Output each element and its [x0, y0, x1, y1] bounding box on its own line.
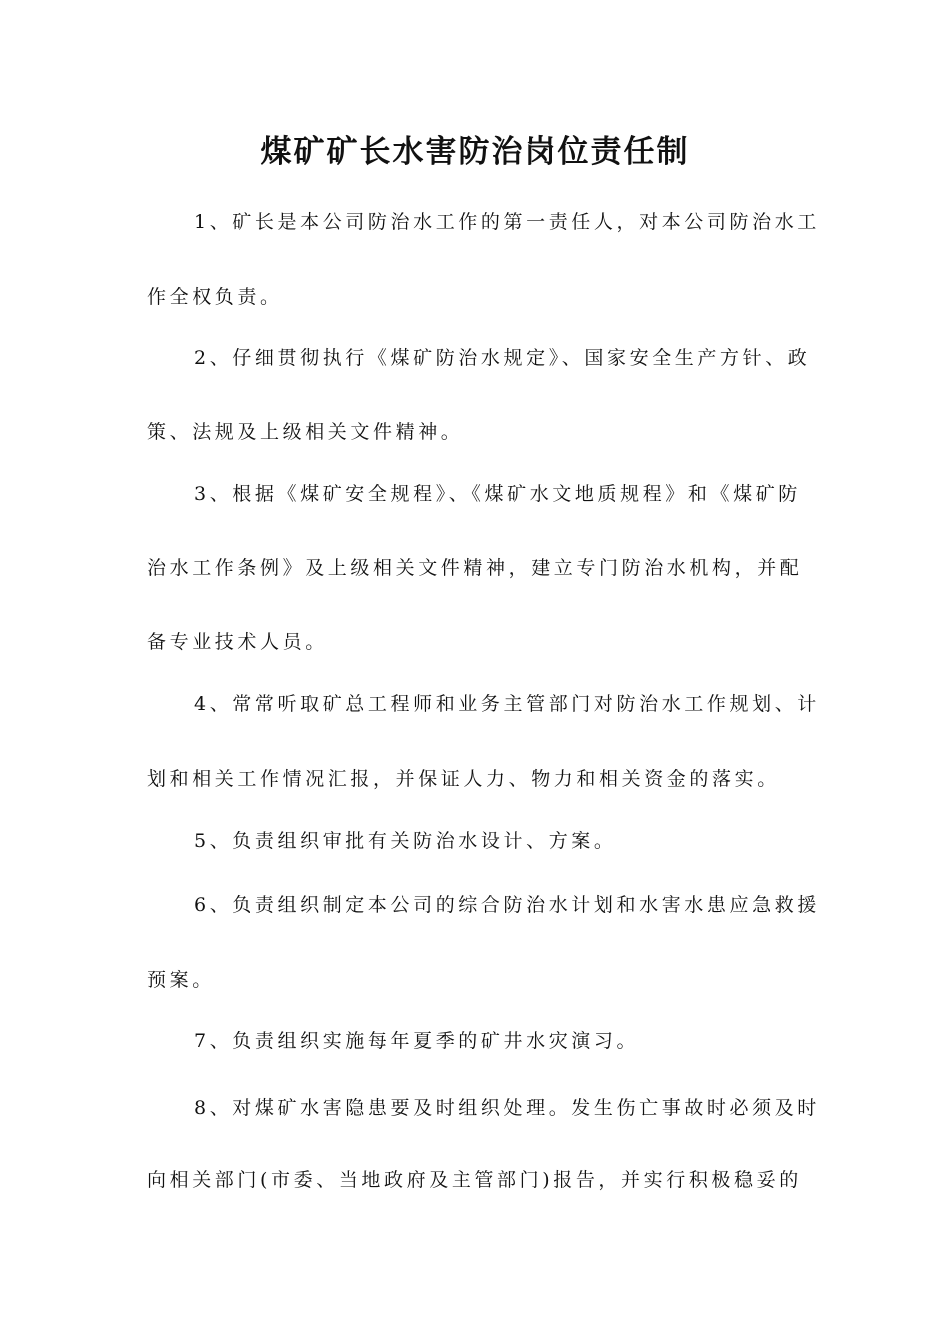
paragraph-2-line-1: 2、仔细贯彻执行《煤矿防治水规定》、国家安全生产方针、政 [194, 347, 811, 369]
paragraph-2-line-2: 策、法规及上级相关文件精神。 [147, 421, 464, 443]
paragraph-4-line-1: 4、常常听取矿总工程师和业务主管部门对防治水工作规划、计 [194, 693, 820, 715]
paragraph-8-line-2: 向相关部门(市委、当地政府及主管部门)报告，并实行积极稳妥的 [147, 1169, 802, 1191]
paragraph-5-line-1: 5、负责组织审批有关防治水设计、方案。 [194, 830, 617, 852]
paragraph-3-line-1: 3、根据《煤矿安全规程》、《煤矿水文地质规程》和《煤矿防 [194, 483, 801, 505]
paragraph-7-line-1: 7、负责组织实施每年夏季的矿井水灾演习。 [194, 1030, 640, 1052]
document-title: 煤矿矿长水害防治岗位责任制 [260, 134, 690, 170]
paragraph-6-line-1: 6、负责组织制定本公司的综合防治水计划和水害水患应急救援 [194, 894, 820, 916]
paragraph-3-line-2: 治水工作条例》及上级相关文件精神，建立专门防治水机构，并配 [147, 557, 803, 579]
paragraph-6-line-2: 预案。 [147, 969, 215, 991]
paragraph-1-line-2: 作全权负责。 [147, 286, 283, 308]
paragraph-4-line-2: 划和相关工作情况汇报，并保证人力、物力和相关资金的落实。 [147, 768, 780, 790]
paragraph-3-line-3: 备专业技术人员。 [147, 631, 328, 653]
paragraph-8-line-1: 8、对煤矿水害隐患要及时组织处理。发生伤亡事故时必须及时 [194, 1097, 820, 1119]
paragraph-1-line-1: 1、矿长是本公司防治水工作的第一责任人，对本公司防治水工 [194, 211, 820, 233]
